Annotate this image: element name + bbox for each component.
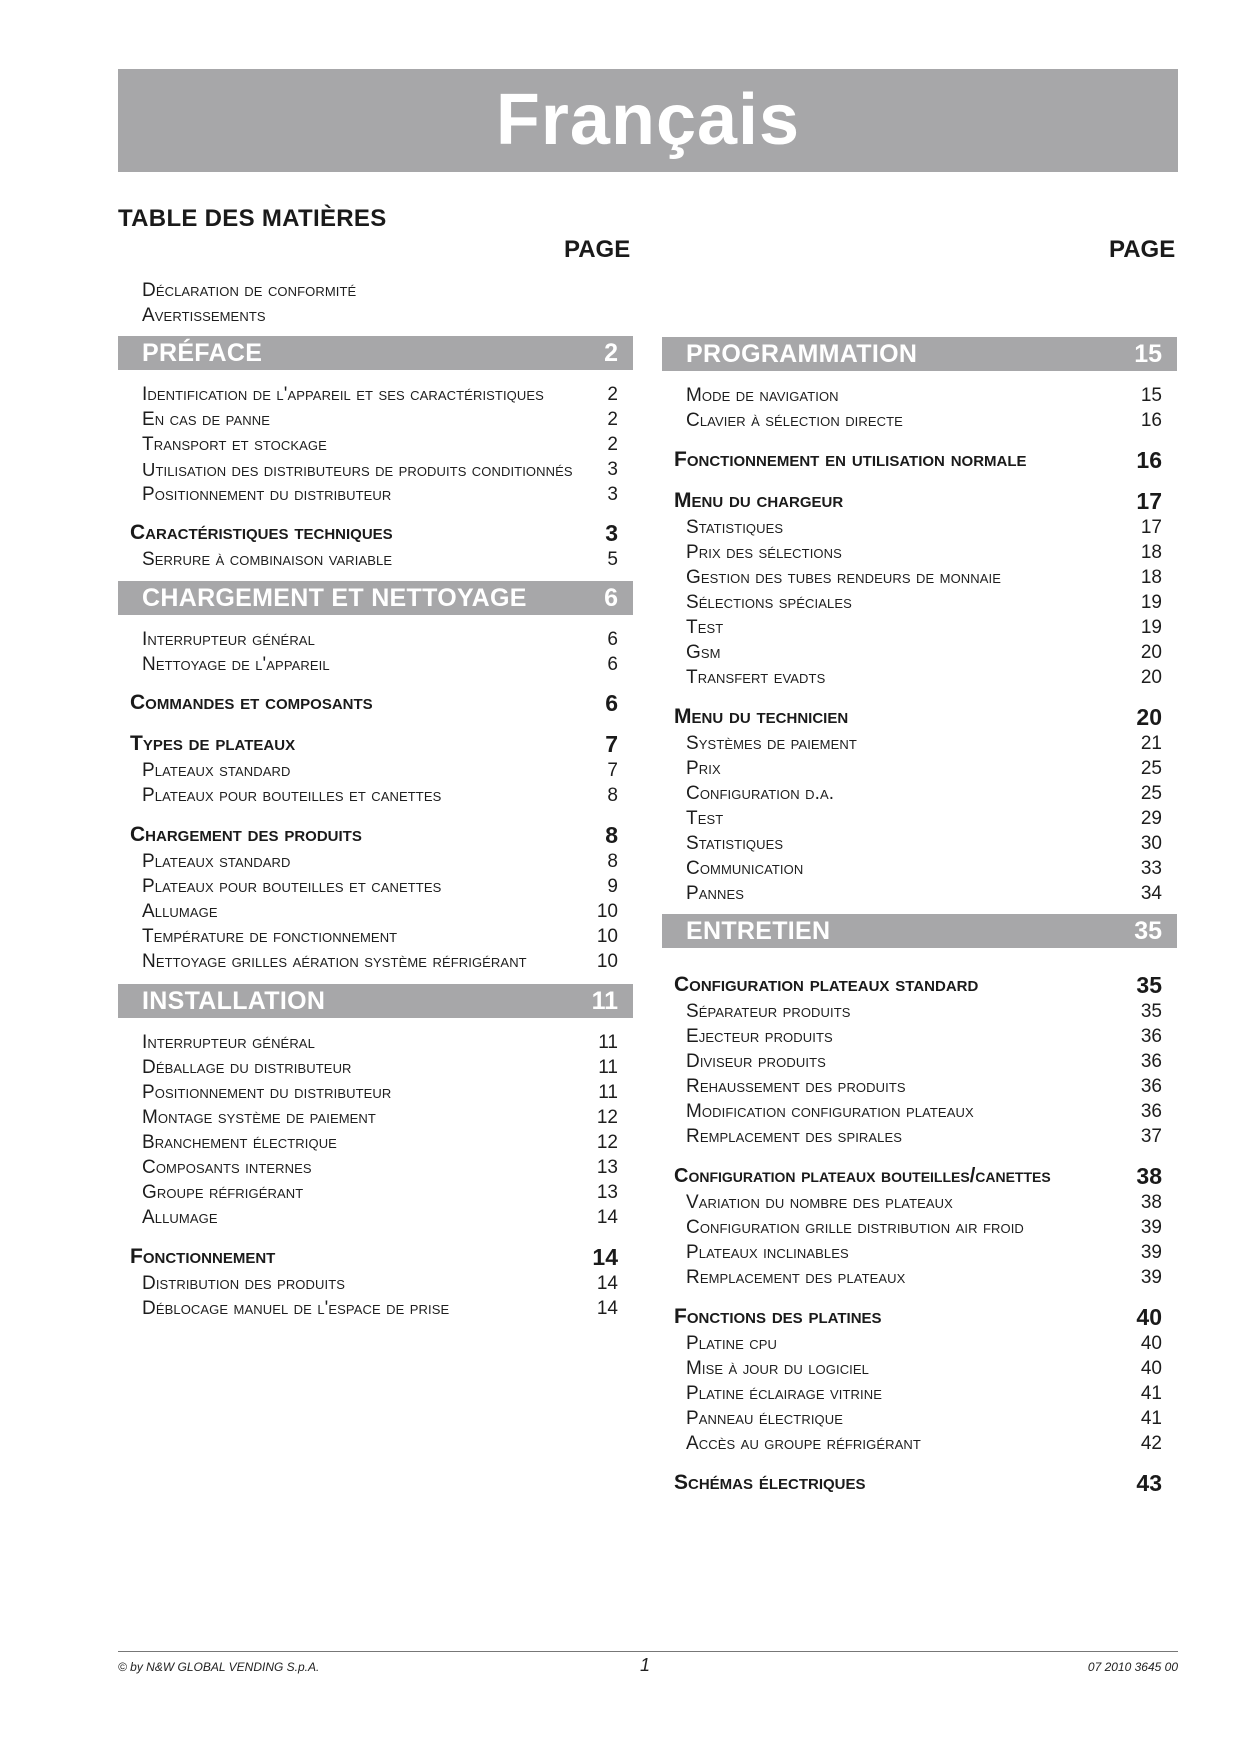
toc-entry-page: 16 (1140, 410, 1162, 431)
toc-subsection-menu-technicien[interactable] (662, 703, 1177, 731)
section-title: INSTALLATION (142, 987, 326, 1015)
toc-subsection-label: Types de plateaux (130, 732, 296, 755)
toc-subsection-label: Schémas électriques (674, 1471, 866, 1494)
toc-entry-label: Composants internes (142, 1157, 312, 1178)
toc-entry-page: 11 (598, 1032, 618, 1053)
toc-subsection-config-standard[interactable] (662, 971, 1177, 999)
toc-subsection-page: 35 (1136, 972, 1162, 998)
footer-doc-code: 07 2010 3645 00 (1087, 1660, 1178, 1674)
toc-entry[interactable] (662, 1356, 1177, 1381)
toc-subsection-page: 6 (605, 690, 618, 716)
toc-entry-page: 6 (607, 629, 618, 650)
toc-entry[interactable] (662, 1431, 1177, 1456)
toc-entry-page: 19 (1140, 617, 1162, 638)
toc-entry-label: Serrure à combinaison variable (142, 549, 393, 570)
toc-entry-page: 15 (1140, 385, 1162, 406)
toc-entry[interactable] (662, 1190, 1177, 1215)
toc-entry-page: 5 (607, 549, 618, 570)
toc-entry-label: Interrupteur général (142, 629, 315, 650)
toc-entry-label: Clavier à sélection directe (686, 410, 903, 431)
toc-entry[interactable] (118, 1030, 633, 1055)
toc-subsection-label: Chargement des produits (130, 823, 362, 846)
toc-entry[interactable] (118, 924, 633, 949)
toc-subsection-label: Configuration plateaux standard (674, 973, 979, 996)
toc-entry[interactable] (662, 999, 1177, 1024)
section-title: PRÉFACE (142, 339, 263, 367)
toc-entry[interactable] (662, 1049, 1177, 1074)
toc-entry-label: Prix des sélections (686, 542, 842, 563)
toc-entry-page: 6 (607, 654, 618, 675)
toc-entry-page: 3 (607, 459, 618, 480)
section-bar-chargement[interactable] (118, 581, 633, 615)
toc-entry[interactable] (662, 881, 1177, 906)
toc-entry-page: 33 (1140, 858, 1162, 879)
toc-subsection-page: 8 (605, 822, 618, 848)
toc-entry-label: Température de fonctionnement (142, 926, 398, 947)
toc-entry-label: Allumage (142, 1207, 218, 1228)
toc-subsection-page: 43 (1136, 1470, 1162, 1496)
toc-entry-page: 39 (1140, 1267, 1162, 1288)
toc-entry[interactable] (662, 383, 1177, 408)
toc-entry-label: Remplacement des spirales (686, 1126, 903, 1147)
toc-entry[interactable] (662, 1074, 1177, 1099)
toc-entry-page: 2 (607, 384, 618, 405)
toc-entry[interactable] (118, 1080, 633, 1105)
toc-entry[interactable] (662, 806, 1177, 831)
toc-entry-label: Pannes (686, 883, 745, 904)
toc-entry[interactable] (118, 1055, 633, 1080)
section-page: 11 (591, 987, 618, 1015)
toc-entry-declaration[interactable] (118, 278, 633, 303)
toc-entry-label: Communication (686, 858, 804, 879)
footer-page-number: 1 (640, 1655, 651, 1675)
toc-entry[interactable] (118, 482, 633, 507)
toc-entry-page: 14 (596, 1207, 618, 1228)
page-column-header-right: PAGE (1109, 236, 1176, 263)
toc-subsection-fonctions-platines[interactable] (662, 1303, 1177, 1331)
toc-entry-page: 14 (596, 1273, 618, 1294)
toc-entry-label: Identification de l'appareil et ses caractéristiques (142, 384, 544, 405)
toc-entry-label: Plateaux pour bouteilles et canettes (142, 785, 442, 806)
toc-entry-label: Déclaration de conformité (142, 280, 357, 301)
toc-entry-label: Nettoyage grilles aération système réfrigérant (142, 951, 527, 972)
toc-entry-page: 36 (1140, 1026, 1162, 1047)
section-title: ENTRETIEN (686, 917, 831, 945)
toc-entry-label: Allumage (142, 901, 218, 922)
page-column-header-left: PAGE (564, 236, 631, 263)
toc-entry-label: Gsm (686, 642, 721, 663)
toc-subsection-page: 7 (605, 731, 618, 757)
toc-entry[interactable] (118, 758, 633, 783)
toc-entry[interactable] (662, 540, 1177, 565)
toc-subsection-commandes[interactable] (118, 689, 633, 717)
toc-subsection-label: Fonctions des platines (674, 1305, 882, 1328)
toc-entry[interactable] (118, 432, 633, 457)
toc-entry-label: Statistiques (686, 833, 784, 854)
section-page: 2 (604, 339, 618, 367)
toc-entry[interactable] (662, 756, 1177, 781)
toc-entry-page: 12 (596, 1132, 618, 1153)
toc-entry-page: 36 (1140, 1051, 1162, 1072)
toc-subsection-menu-chargeur[interactable] (662, 487, 1177, 515)
toc-entry-label: Déblocage manuel de l'espace de prise (142, 1298, 450, 1319)
toc-entry[interactable] (118, 1105, 633, 1130)
toc-entry-page: 36 (1140, 1076, 1162, 1097)
toc-entry-label: Plateaux standard (142, 851, 291, 872)
section-page: 35 (1134, 917, 1162, 945)
section-page: 6 (604, 584, 618, 612)
toc-entry-page: 34 (1140, 883, 1162, 904)
toc-entry[interactable] (118, 1271, 633, 1296)
toc-entry-label: Sélections spéciales (686, 592, 852, 613)
toc-entry[interactable] (662, 1265, 1177, 1290)
toc-entry-page: 39 (1140, 1217, 1162, 1238)
toc-entry-page: 42 (1140, 1433, 1162, 1454)
toc-entry[interactable] (662, 1215, 1177, 1240)
toc-entry-label: Interrupteur général (142, 1032, 315, 1053)
footer-divider (118, 1651, 1178, 1652)
toc-entry[interactable] (118, 547, 633, 572)
toc-entry-page: 30 (1140, 833, 1162, 854)
toc-entry[interactable] (662, 1124, 1177, 1149)
toc-entry-label: Configuration grille distribution air froid (686, 1217, 1024, 1238)
toc-entry[interactable] (662, 565, 1177, 590)
toc-entry-label: Gestion des tubes rendeurs de monnaie (686, 567, 1002, 588)
toc-entry-page: 20 (1140, 642, 1162, 663)
toc-entry[interactable] (662, 1240, 1177, 1265)
toc-entry[interactable] (662, 615, 1177, 640)
toc-entry-page: 40 (1140, 1358, 1162, 1379)
section-title: PROGRAMMATION (686, 340, 918, 368)
toc-entry[interactable] (662, 1331, 1177, 1356)
toc-subsection-label: Caractéristiques techniques (130, 521, 393, 544)
toc-entry-page: 18 (1140, 567, 1162, 588)
toc-entry-label: Variation du nombre des plateaux (686, 1192, 953, 1213)
footer-copyright: © by N&W GLOBAL VENDING S.p.A. (118, 1660, 320, 1674)
toc-subsection-page: 20 (1136, 704, 1162, 730)
toc-entry-page: 7 (607, 760, 618, 781)
toc-entry-page: 14 (596, 1298, 618, 1319)
toc-entry[interactable] (662, 831, 1177, 856)
toc-subsection-page: 3 (605, 520, 618, 546)
toc-subsection-page: 14 (592, 1244, 618, 1270)
toc-entry[interactable] (662, 590, 1177, 615)
toc-subsection-page: 40 (1136, 1304, 1162, 1330)
toc-entry-label: Utilisation des distributeurs de produits conditionnés (142, 459, 573, 480)
toc-subsection-caracteristiques[interactable] (118, 519, 633, 547)
toc-entry[interactable] (662, 640, 1177, 665)
toc-entry-page: 20 (1140, 667, 1162, 688)
toc-entry[interactable] (662, 665, 1177, 690)
toc-subsection-label: Menu du chargeur (674, 489, 844, 512)
toc-entry-page: 10 (596, 951, 618, 972)
toc-entry-page: 35 (1140, 1001, 1162, 1022)
toc-entry-label: Branchement électrique (142, 1132, 337, 1153)
toc-subsection-label: Menu du technicien (674, 705, 849, 728)
toc-entry[interactable] (662, 1381, 1177, 1406)
toc-entry-label: Montage système de paiement (142, 1107, 376, 1128)
toc-entry-label: Prix (686, 758, 721, 779)
toc-entry-label: Statistiques (686, 517, 784, 538)
section-bar-preface[interactable] (118, 336, 633, 370)
toc-entry-label: En cas de panne (142, 409, 271, 430)
toc-entry-page: 2 (607, 409, 618, 430)
toc-entry-page: 13 (596, 1157, 618, 1178)
toc-entry-page: 37 (1140, 1126, 1162, 1147)
toc-entry-label: Séparateur produits (686, 1001, 851, 1022)
toc-entry[interactable] (118, 1296, 633, 1321)
toc-entry-page: 8 (607, 851, 618, 872)
toc-subsection-label: Fonctionnement (130, 1245, 276, 1268)
toc-entry-page: 8 (607, 785, 618, 806)
toc-entry-page: 10 (596, 926, 618, 947)
toc-entry-page: 13 (596, 1182, 618, 1203)
toc-entry-page: 17 (1140, 517, 1162, 538)
toc-entry-label: Mise à jour du logiciel (686, 1358, 869, 1379)
section-bar-installation[interactable] (118, 984, 633, 1018)
toc-entry-label: Positionnement du distributeur (142, 1082, 392, 1103)
toc-entry[interactable] (662, 856, 1177, 881)
toc-entry[interactable] (118, 457, 633, 482)
toc-entry-label: Platine cpu (686, 1333, 778, 1354)
toc-subsection-page: 17 (1136, 488, 1162, 514)
toc-entry[interactable] (118, 849, 633, 874)
toc-entry-page: 3 (607, 484, 618, 505)
toc-subsection-chargement-produits[interactable] (118, 821, 633, 849)
toc-entry[interactable] (118, 1205, 633, 1230)
toc-entry[interactable] (662, 731, 1177, 756)
toc-title: TABLE DES MATIÈRES (118, 205, 387, 232)
toc-subsection-fonct-normale[interactable] (662, 446, 1177, 474)
toc-entry-label: Remplacement des plateaux (686, 1267, 906, 1288)
toc-entry[interactable] (118, 627, 633, 652)
toc-entry-avertissements[interactable] (118, 303, 633, 328)
toc-entry-label: Configuration d.a. (686, 783, 835, 804)
toc-entry-label: Positionnement du distributeur (142, 484, 392, 505)
section-title: CHARGEMENT ET NETTOYAGE (142, 584, 527, 612)
toc-subsection-page: 38 (1136, 1163, 1162, 1189)
section-bar-entretien[interactable] (662, 914, 1177, 948)
toc-entry-label: Avertissements (142, 305, 266, 326)
toc-entry-page: 19 (1140, 592, 1162, 613)
toc-entry[interactable] (662, 1024, 1177, 1049)
toc-subsection-config-bouteilles[interactable] (662, 1162, 1177, 1190)
toc-entry-page: 18 (1140, 542, 1162, 563)
toc-entry-label: Platine éclairage vitrine (686, 1383, 882, 1404)
toc-entry-page: 2 (607, 434, 618, 455)
toc-entry[interactable] (662, 515, 1177, 540)
toc-entry-page: 25 (1140, 758, 1162, 779)
toc-entry-label: Rehaussement des produits (686, 1076, 906, 1097)
toc-entry-page: 12 (596, 1107, 618, 1128)
toc-entry[interactable] (118, 783, 633, 808)
toc-entry[interactable] (662, 408, 1177, 433)
toc-entry-page: 29 (1140, 808, 1162, 829)
toc-entry[interactable] (118, 1155, 633, 1180)
toc-entry[interactable] (662, 1406, 1177, 1431)
toc-subsection-label: Commandes et composants (130, 691, 373, 714)
toc-entry-label: Groupe réfrigérant (142, 1182, 304, 1203)
toc-entry-label: Test (686, 808, 724, 829)
toc-entry-label: Transport et stockage (142, 434, 327, 455)
toc-subsection-schemas[interactable] (662, 1469, 1177, 1497)
toc-entry-label: Mode de navigation (686, 385, 839, 406)
toc-entry-page: 21 (1140, 733, 1162, 754)
toc-entry-label: Plateaux standard (142, 760, 291, 781)
toc-entry-label: Panneau électrique (686, 1408, 844, 1429)
toc-entry[interactable] (118, 382, 633, 407)
toc-entry-page: 41 (1140, 1383, 1162, 1404)
section-bar-programmation[interactable] (662, 337, 1177, 371)
toc-entry-page: 41 (1140, 1408, 1162, 1429)
toc-entry-label: Déballage du distributeur (142, 1057, 352, 1078)
toc-entry-label: Test (686, 617, 724, 638)
toc-entry-page: 38 (1140, 1192, 1162, 1213)
toc-entry-page: 25 (1140, 783, 1162, 804)
toc-entry[interactable] (118, 874, 633, 899)
toc-subsection-types[interactable] (118, 730, 633, 758)
toc-entry-label: Diviseur produits (686, 1051, 826, 1072)
toc-entry-label: Accès au groupe réfrigérant (686, 1433, 921, 1454)
toc-subsection-label: Fonctionnement en utilisation normale (674, 448, 1027, 471)
toc-entry-page: 40 (1140, 1333, 1162, 1354)
toc-entry-page: 36 (1140, 1101, 1162, 1122)
toc-subsection-fonctionnement[interactable] (118, 1243, 633, 1271)
toc-entry-label: Plateaux inclinables (686, 1242, 849, 1263)
toc-entry[interactable] (118, 652, 633, 677)
toc-subsection-label: Configuration plateaux bouteilles/canettes (674, 1165, 1051, 1187)
toc-entry[interactable] (662, 781, 1177, 806)
toc-entry-page: 10 (596, 901, 618, 922)
toc-entry[interactable] (118, 1180, 633, 1205)
toc-entry[interactable] (118, 899, 633, 924)
toc-entry[interactable] (118, 949, 633, 974)
toc-entry[interactable] (118, 1130, 633, 1155)
toc-entry[interactable] (118, 407, 633, 432)
toc-entry-page: 9 (607, 876, 618, 897)
language-banner: Français (118, 69, 1178, 172)
toc-entry-label: Distribution des produits (142, 1273, 346, 1294)
toc-entry[interactable] (662, 1099, 1177, 1124)
toc-entry-page: 11 (598, 1057, 618, 1078)
toc-entry-label: Modification configuration plateaux (686, 1101, 974, 1122)
toc-entry-page: 39 (1140, 1242, 1162, 1263)
toc-subsection-page: 16 (1136, 447, 1162, 473)
toc-entry-label: Systèmes de paiement (686, 733, 857, 754)
toc-entry-label: Nettoyage de l'appareil (142, 654, 330, 675)
toc-entry-label: Transfert evadts (686, 667, 826, 688)
section-page: 15 (1134, 340, 1162, 368)
toc-entry-page: 11 (598, 1082, 618, 1103)
toc-entry-label: Plateaux pour bouteilles et canettes (142, 876, 442, 897)
toc-entry-label: Ejecteur produits (686, 1026, 833, 1047)
